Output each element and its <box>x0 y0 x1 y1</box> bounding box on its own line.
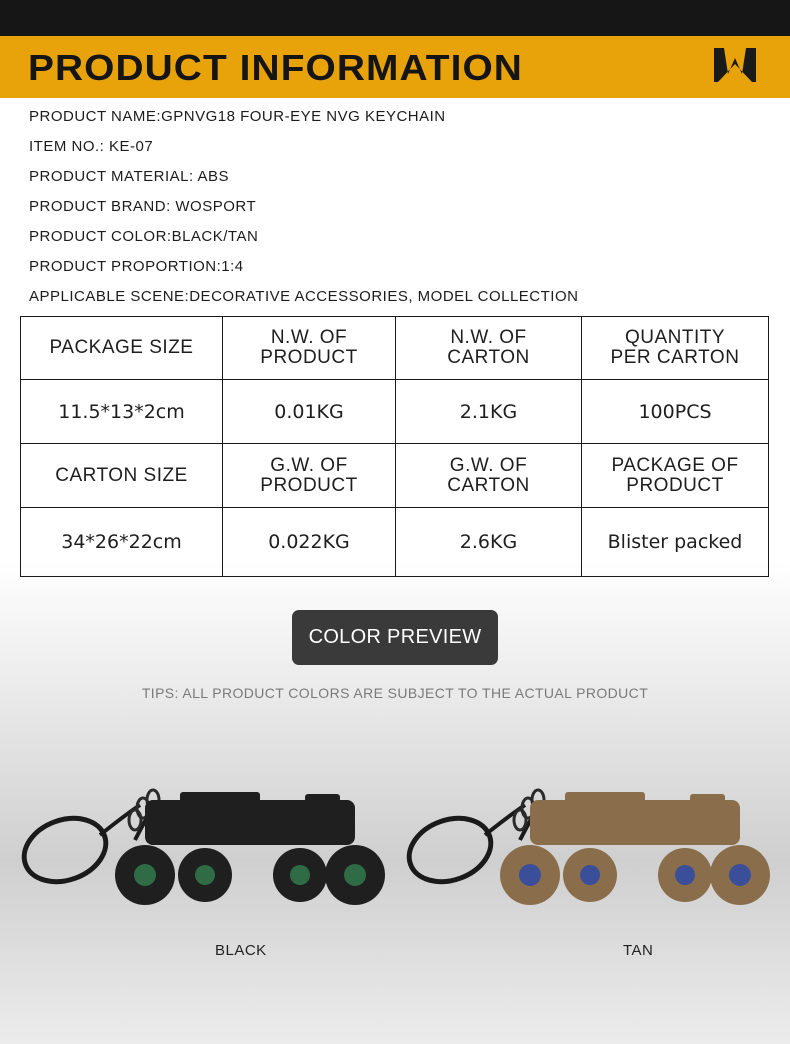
info-scene: APPLICABLE SCENE:DECORATIVE ACCESSORIES, MODEL COLLECTION <box>29 288 579 305</box>
tan-keychain-body <box>500 792 770 905</box>
value-gw-carton: 2.6KG <box>396 508 582 577</box>
info-product-name: PRODUCT NAME:GPNVG18 FOUR-EYE NVG KEYCHAIN <box>29 108 446 125</box>
header-banner <box>0 36 790 98</box>
header-package-of-product <box>582 444 769 508</box>
header-quantity-label: QUANTITY PER CARTON <box>610 327 740 368</box>
header-nw-carton-label: N.W. OF CARTON <box>447 327 530 368</box>
table-row <box>21 380 769 444</box>
value-package-of-product: Blister packed <box>582 508 769 577</box>
info-color: PRODUCT COLOR:BLACK/TAN <box>29 228 259 245</box>
table-row <box>21 317 769 380</box>
header-carton-size: CARTON SIZE <box>21 444 223 508</box>
variant-label-tan: TAN <box>623 942 654 959</box>
info-material: PRODUCT MATERIAL: ABS <box>29 168 229 185</box>
table-row <box>21 508 769 577</box>
header-quantity-per-carton <box>582 317 769 380</box>
black-keychain-body <box>115 792 385 905</box>
info-proportion: PRODUCT PROPORTION:1:4 <box>29 258 244 275</box>
header-package-size: PACKAGE SIZE <box>21 317 223 380</box>
header-gw-carton <box>396 444 582 508</box>
value-quantity-per-carton: 100PCS <box>582 380 769 444</box>
value-gw-product: 0.022KG <box>223 508 396 577</box>
variant-label-black: BLACK <box>215 942 267 959</box>
value-carton-size: 34*26*22cm <box>21 508 223 577</box>
page-title: PRODUCT INFORMATION <box>28 47 523 88</box>
value-nw-product: 0.01KG <box>223 380 396 444</box>
header-gw-product-label: G.W. OF PRODUCT <box>260 454 358 496</box>
table-row <box>21 444 769 508</box>
header-gw-product <box>223 444 396 508</box>
color-tips-text: TIPS: ALL PRODUCT COLORS ARE SUBJECT TO THE ACTUAL PRODUCT <box>141 685 649 701</box>
black-keychain-image <box>15 780 395 920</box>
info-brand: PRODUCT BRAND: WOSPORT <box>29 198 257 215</box>
brand-logo-icon <box>712 44 758 86</box>
color-preview-button[interactable]: COLOR PREVIEW <box>292 610 498 665</box>
value-nw-carton: 2.1KG <box>396 380 582 444</box>
info-item-no: ITEM NO.: KE-07 <box>29 138 154 155</box>
header-nw-product <box>223 317 396 380</box>
header-nw-carton <box>396 317 582 380</box>
header-gw-carton-label: G.W. OF CARTON <box>447 454 530 496</box>
header-nw-product-label: N.W. OF PRODUCT <box>260 327 358 368</box>
tan-keychain-image <box>400 780 780 920</box>
header-package-of-product-label: PACKAGE OF PRODUCT <box>611 454 739 496</box>
spec-table <box>20 316 769 577</box>
top-bar <box>0 0 790 36</box>
value-package-size: 11.5*13*2cm <box>21 380 223 444</box>
product-info-list <box>29 106 769 316</box>
